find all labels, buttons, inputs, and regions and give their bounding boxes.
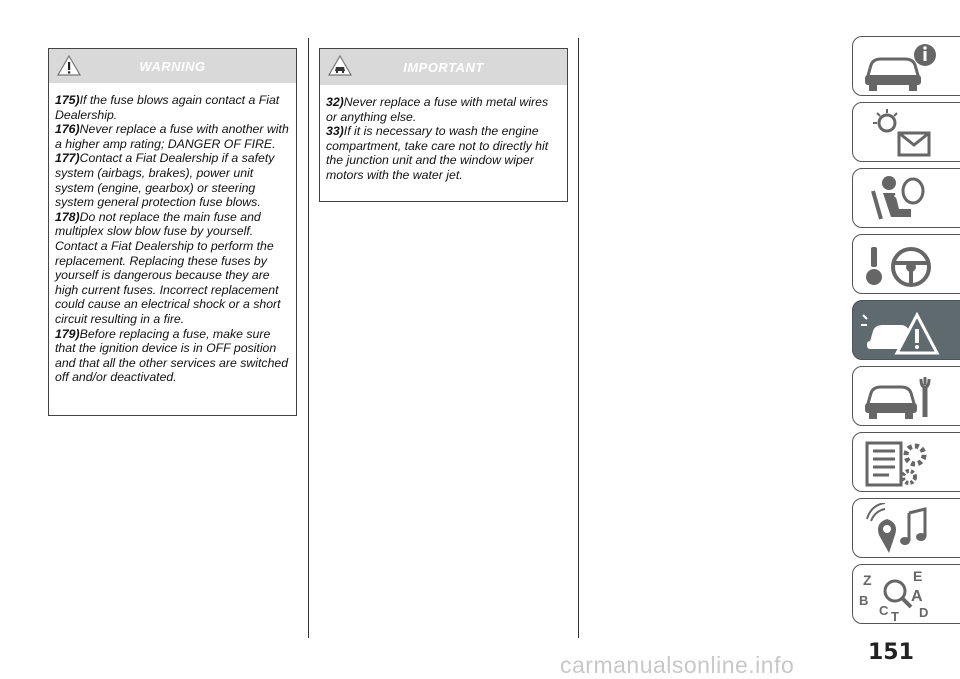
car-maintenance-icon xyxy=(859,371,943,423)
warning-note: 178)Do not replace the main fuse and multiplex slow blow fuse by yourself. Contact a Fiat Dealership to perform the replacement. Replacing these fuses by yourself is dangerous because they are high current fuses. Incorrect replacement could cause an electrical shock or a short circuit resulting in a fire. xyxy=(55,209,281,326)
tab-technical-data[interactable] xyxy=(852,432,960,492)
emergency-car-icon xyxy=(859,305,943,357)
warning-header xyxy=(49,49,296,83)
important-notes xyxy=(320,85,567,193)
warning-light-message-icon xyxy=(859,107,943,159)
tab-starting-driving[interactable] xyxy=(852,234,960,294)
car-triangle-icon xyxy=(328,54,352,78)
index-letter: D xyxy=(919,605,929,620)
tab-safety[interactable] xyxy=(852,168,960,228)
key-steering-wheel-icon xyxy=(859,239,943,291)
technical-specs-icon xyxy=(859,437,943,489)
important-note: 32)Never replace a fuse with metal wires or anything else. xyxy=(326,95,549,124)
index-letter: B xyxy=(859,593,869,608)
index-letter: E xyxy=(913,569,923,584)
index-search-icon xyxy=(859,569,943,621)
tab-multimedia[interactable] xyxy=(852,498,960,558)
warning-note: 177)Contact a Fiat Dealership if a safety system (airbags, brakes), power unit system (engine, gearbox) or steering system general protection fuse blows. xyxy=(55,151,275,210)
warning-note: 175)If the fuse blows again contact a Fiat Dealership. xyxy=(55,93,280,122)
warning-note: 176)Never replace a fuse with another with a higher amp rating; DANGER OF FIRE. xyxy=(55,122,289,151)
index-letter: C xyxy=(879,603,889,618)
tab-knowing-your-car[interactable] xyxy=(852,36,960,96)
warning-notes xyxy=(49,83,296,395)
warning-note: 179)Before replacing a fuse, make sure that the ignition device is in OFF position and that all the other services are switched off and/or deactivated. xyxy=(55,326,289,385)
seat-airbag-icon xyxy=(859,173,943,225)
tab-index[interactable] xyxy=(852,564,960,624)
page-number: 151 xyxy=(868,640,914,665)
index-letter: A xyxy=(911,588,923,605)
multimedia-icon xyxy=(859,503,943,555)
column-divider xyxy=(308,38,309,638)
important-header xyxy=(320,49,567,85)
tab-warning-lights[interactable] xyxy=(852,102,960,162)
important-box xyxy=(319,48,568,202)
index-letter: Z xyxy=(863,572,872,588)
warning-triangle-icon xyxy=(57,54,81,78)
index-letter: T xyxy=(891,609,899,621)
car-info-icon xyxy=(859,41,943,93)
watermark: carmanualsonline.info xyxy=(560,652,795,678)
warning-box xyxy=(48,48,297,416)
column-divider xyxy=(578,38,579,638)
tab-servicing-care[interactable] xyxy=(852,366,960,426)
warning-title: WARNING xyxy=(139,58,206,74)
important-title: IMPORTANT xyxy=(403,59,484,75)
important-note: 33)If it is necessary to wash the engine compartment, take care not to directly hit the junction unit and the window wiper motors with the water jet. xyxy=(326,124,549,182)
tab-in-an-emergency[interactable] xyxy=(852,300,960,360)
